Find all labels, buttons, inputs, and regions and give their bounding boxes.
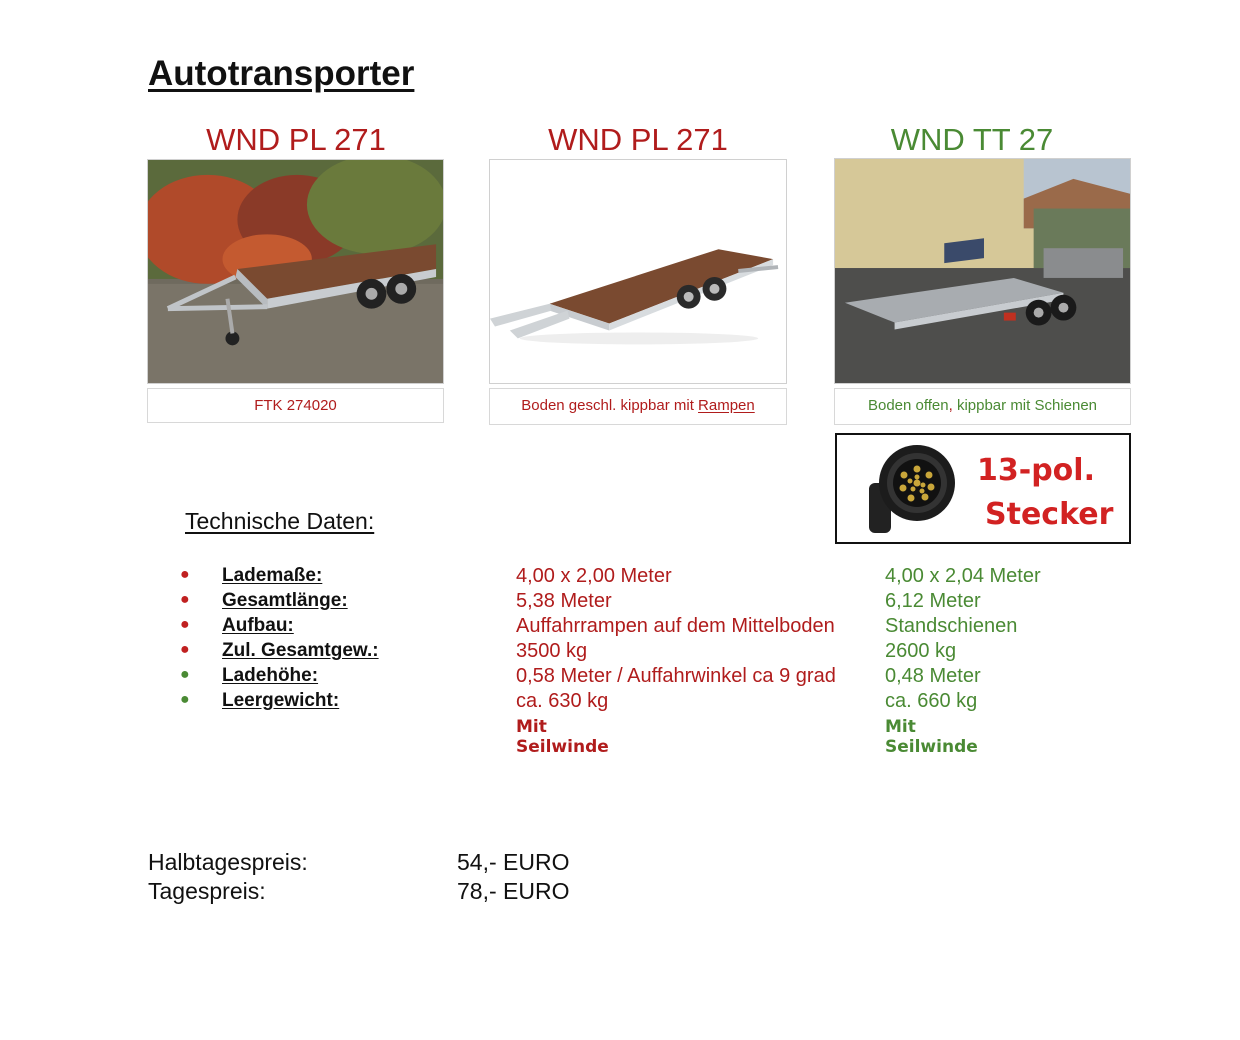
half-day-price-label: Halbtagespreis: bbox=[148, 849, 308, 875]
bullet: ● bbox=[180, 566, 190, 583]
caption-2 bbox=[489, 388, 787, 425]
spec-value-pl271: 5,38 Meter bbox=[516, 590, 612, 612]
caption-3-text-b: kippbar mit Schienen bbox=[952, 397, 1098, 414]
plug-line-1: 13-pol. bbox=[977, 453, 1095, 488]
bullet: ● bbox=[180, 691, 190, 708]
caption-1-text: FTK 274020 bbox=[254, 397, 337, 414]
trailer-photo-3 bbox=[834, 158, 1131, 384]
caption-1 bbox=[147, 388, 444, 423]
winch-pl271: Mit Seilwinde bbox=[516, 717, 609, 757]
caption-3-comma: , bbox=[948, 397, 953, 414]
model-title-2: WND PL 271 bbox=[548, 122, 728, 157]
caption-2-text: Boden geschl. kippbar mit bbox=[521, 397, 699, 414]
rampen-link[interactable]: Rampen bbox=[698, 397, 755, 414]
bullet: ● bbox=[180, 616, 190, 633]
caption-3-text-a: Boden offen bbox=[867, 397, 949, 414]
spec-value-tt27: Standschienen bbox=[885, 615, 1018, 637]
trailer-photo-2 bbox=[489, 159, 787, 384]
plug-info-box bbox=[835, 433, 1131, 544]
tech-heading: Technische Daten: bbox=[185, 508, 375, 534]
spec-value-pl271: Auffahrrampen auf dem Mittelboden bbox=[516, 615, 835, 637]
day-price-label: Tagespreis: bbox=[148, 878, 266, 904]
spec-label: Aufbau: bbox=[222, 615, 294, 636]
spec-value-pl271: 4,00 x 2,00 Meter bbox=[516, 565, 672, 587]
trailer-photo-1 bbox=[147, 159, 444, 384]
spec-label: Lademaße: bbox=[222, 565, 323, 586]
spec-label: Gesamtlänge: bbox=[222, 590, 348, 611]
spec-label: Zul. Gesamtgew.: bbox=[222, 640, 379, 661]
model-title-1: WND PL 271 bbox=[206, 122, 386, 157]
spec-value-tt27: 4,00 x 2,04 Meter bbox=[885, 565, 1041, 587]
spec-value-tt27: 6,12 Meter bbox=[885, 590, 981, 612]
spec-value-pl271: 3500 kg bbox=[516, 640, 588, 662]
spec-value-tt27: 0,48 Meter bbox=[885, 665, 981, 687]
spec-value-pl271: 0,58 Meter / Auffahrwinkel ca 9 grad bbox=[516, 665, 836, 687]
bullet: ● bbox=[180, 666, 190, 683]
page-title: Autotransporter bbox=[148, 54, 415, 93]
spec-value-tt27: ca. 660 kg bbox=[885, 690, 978, 712]
spec-label: Leergewicht: bbox=[222, 690, 340, 711]
spec-value-tt27: 2600 kg bbox=[885, 640, 957, 662]
day-price-value: 78,- EURO bbox=[457, 878, 570, 904]
model-title-3: WND TT 27 bbox=[890, 122, 1054, 157]
bullet: ● bbox=[180, 591, 190, 608]
half-day-price-value: 54,- EURO bbox=[457, 849, 570, 875]
caption-3 bbox=[834, 388, 1131, 425]
spec-label: Ladehöhe: bbox=[222, 665, 319, 686]
winch-tt27: Mit Seilwinde bbox=[885, 717, 978, 757]
plug-line-2: Stecker bbox=[985, 497, 1114, 532]
bullet: ● bbox=[180, 641, 190, 658]
spec-value-pl271: ca. 630 kg bbox=[516, 690, 609, 712]
trailer-plug-icon bbox=[847, 441, 967, 537]
